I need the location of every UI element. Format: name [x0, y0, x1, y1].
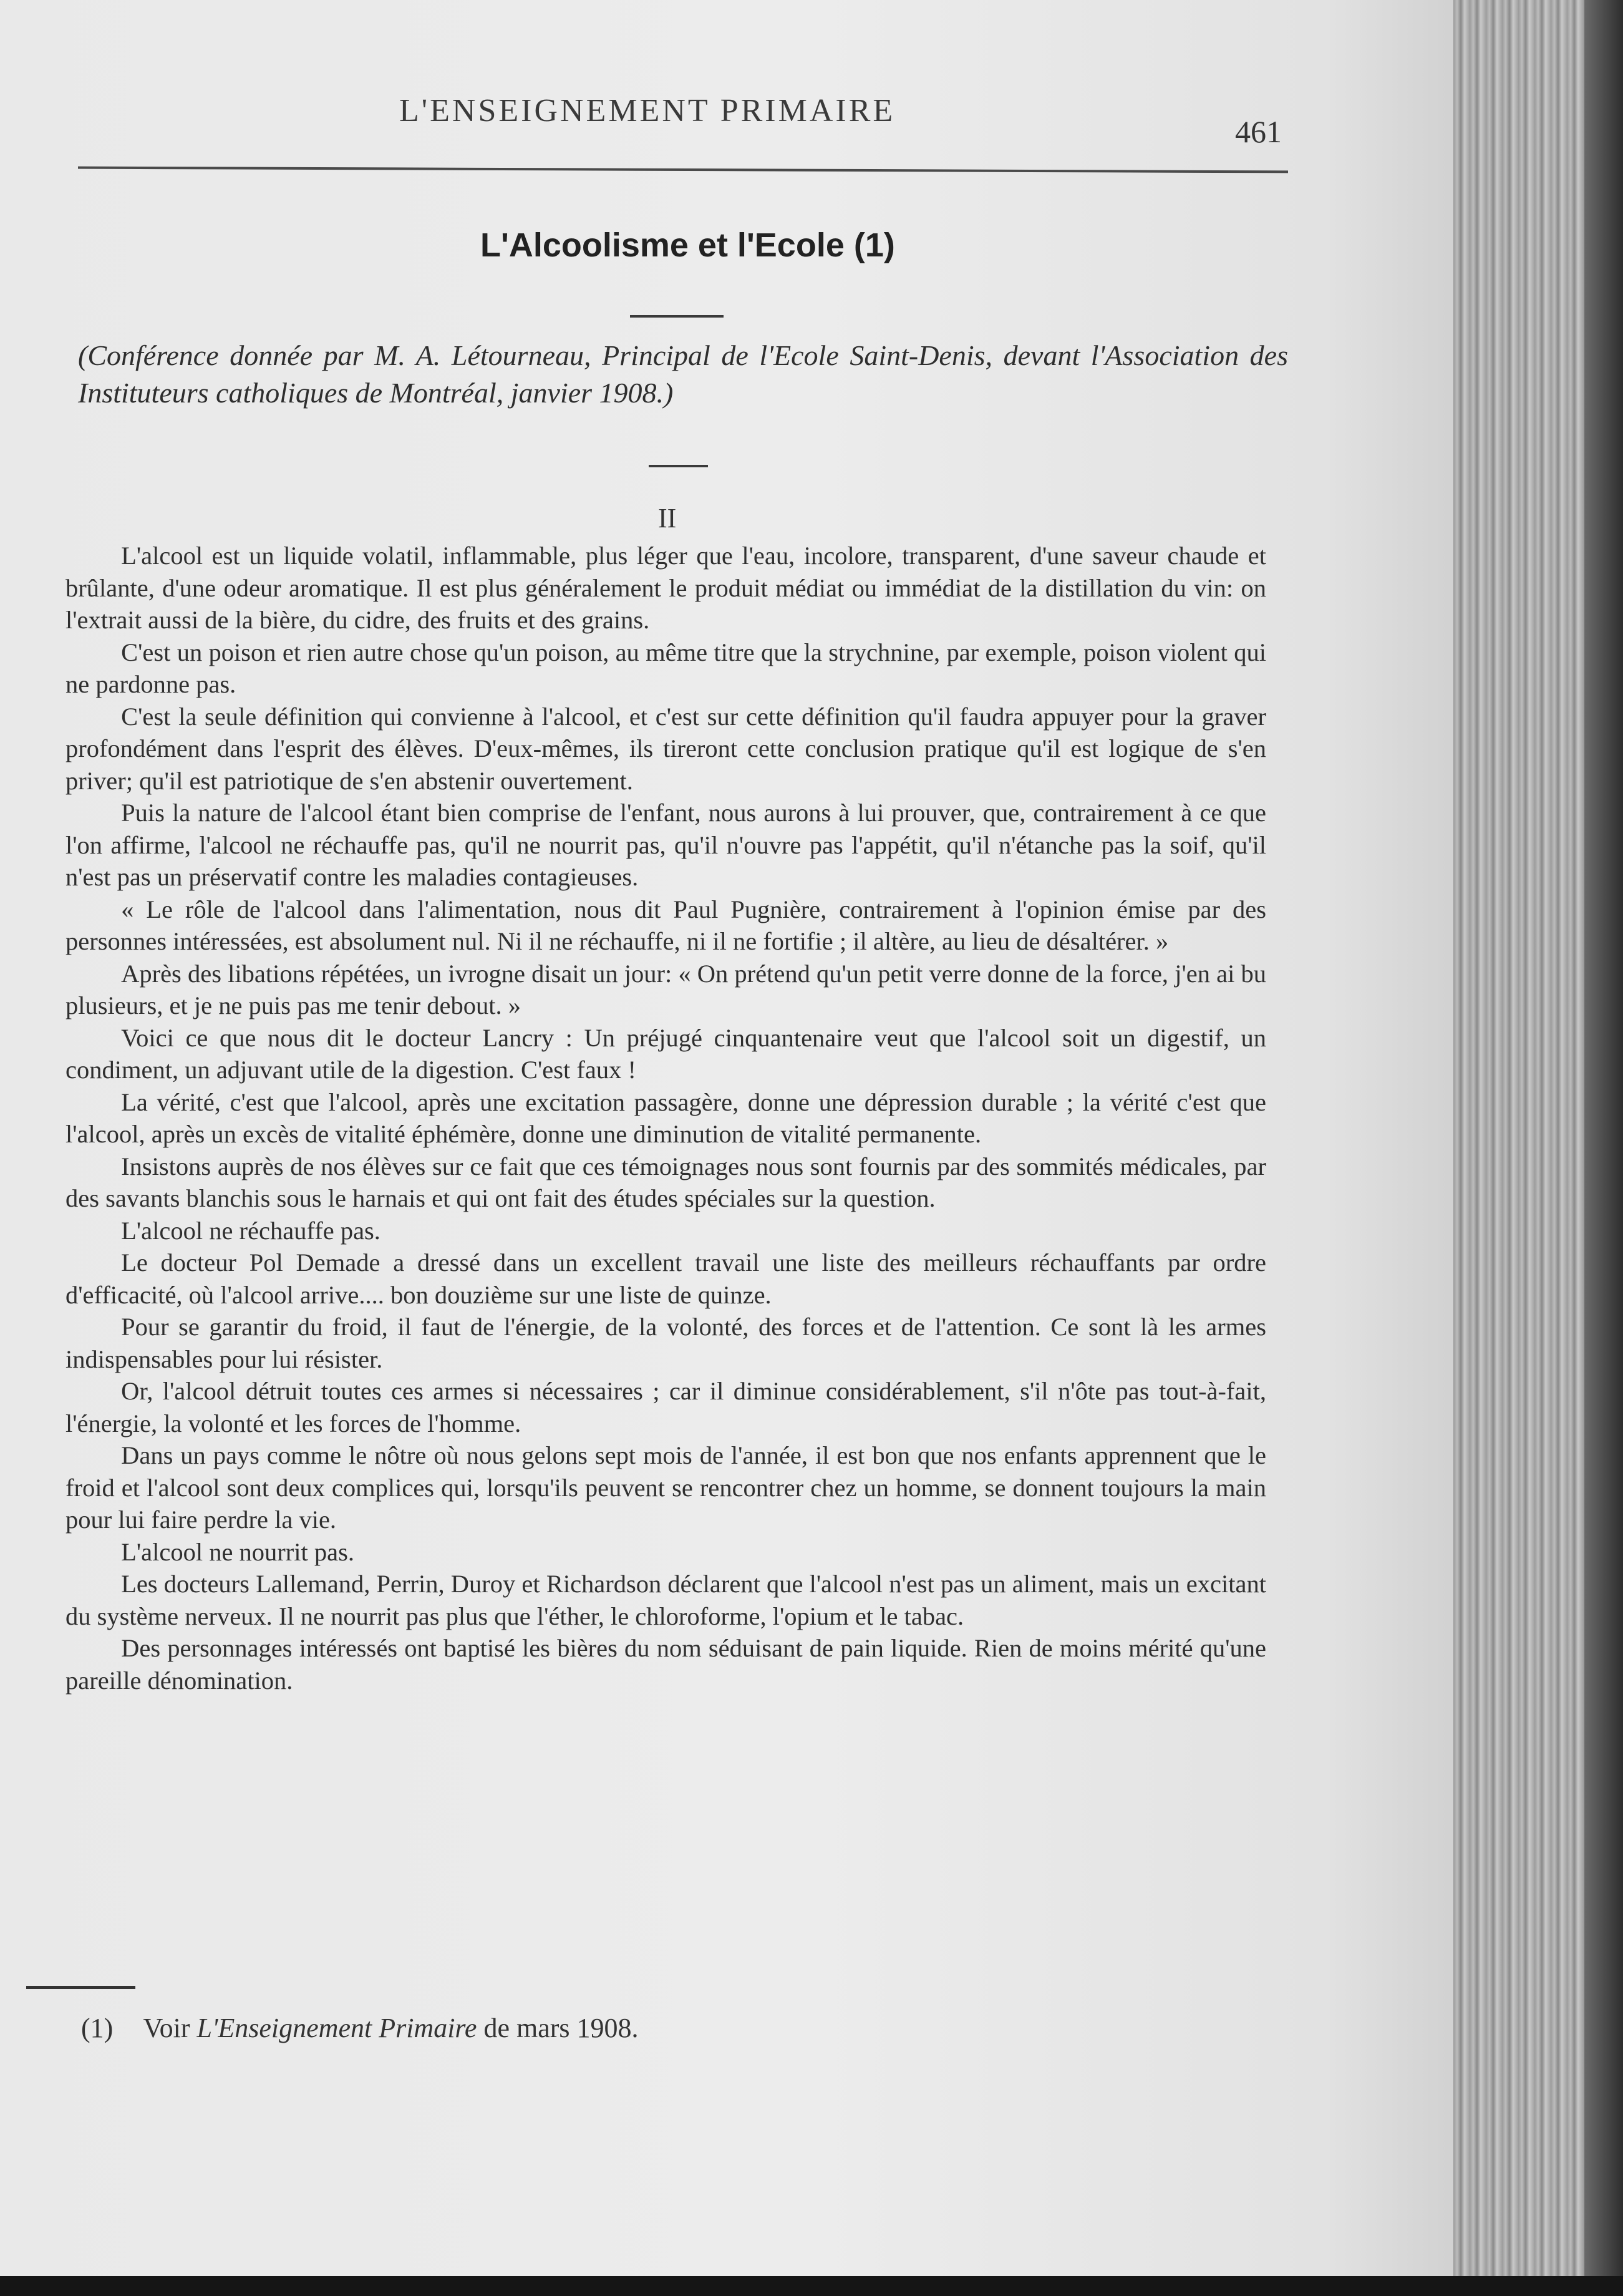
- running-title: L'ENSEIGNEMENT PRIMAIRE: [399, 93, 896, 129]
- book-binding-shadow: [1584, 0, 1623, 2280]
- paragraph: Les docteurs Lallemand, Perrin, Duroy et Richardson déclarent que l'alcool n'est pas un aliment, mais un excitant du système nerveux. Il ne nourrit pas plus que l'éther, le chloroforme, l'opium et le tabac.: [65, 1570, 1266, 1630]
- footnote: [81, 2012, 639, 2044]
- footnote-italic-title: L'Enseignement Primaire: [196, 2013, 477, 2043]
- footnote-rule: [26, 1986, 135, 1989]
- bottom-edge: [0, 2276, 1623, 2296]
- section-number: II: [658, 503, 677, 533]
- footnote-text-after: de mars 1908.: [483, 2013, 639, 2043]
- paragraph: L'alcool ne réchauffe pas.: [121, 1216, 380, 1245]
- paragraph: Après des libations répétées, un ivrogne disait un jour: « On prétend qu'un petit verre donne de la force, j'en ai bu plusieurs, et je ne puis pas me tenir debout. »: [65, 959, 1266, 1019]
- article-subtitle: (Conférence donnée par M. A. Létourneau, Principal de l'Ecole Saint-Denis, devant l'Association des Instituteurs catholiques de Montréal, janvier 1908.): [78, 339, 1288, 409]
- article-title: L'Alcoolisme et l'Ecole (1): [480, 226, 895, 264]
- paragraph: Des personnages intéressés ont baptisé les bières du nom séduisant de pain liquide. Rien de moins mérité qu'une pareille dénomination.: [65, 1634, 1266, 1695]
- paragraph: C'est un poison et rien autre chose qu'un poison, au même titre que la strychnine, par exemple, poison violent qui ne pardonne pas.: [65, 638, 1266, 698]
- paragraph: Pour se garantir du froid, il faut de l'énergie, de la volonté, des forces et de l'attention. Ce sont là les armes indispensables pour lui résister.: [65, 1313, 1266, 1373]
- footnote-marker: (1): [81, 2013, 114, 2043]
- subtitle-rule: [649, 465, 708, 467]
- header-rule: [78, 167, 1288, 173]
- paragraph: L'alcool ne nourrit pas.: [121, 1537, 355, 1566]
- paragraph: Le docteur Pol Demade a dressé dans un excellent travail une liste des meilleurs réchauffants par ordre d'efficacité, où l'alcool arrive.... bon douzième sur une liste de quinze.: [65, 1248, 1266, 1309]
- paragraph: La vérité, c'est que l'alcool, après une excitation passagère, donne une dépression durable ; la vérité c'est que l'alcool, après un excès de vitalité éphémère, donne une diminution de vitalité permanente.: [65, 1087, 1266, 1148]
- title-rule: [630, 315, 724, 318]
- paragraph: Or, l'alcool détruit toutes ces armes si nécessaires ; car il diminue considérablement, s'il n'ôte pas tout-à-fait, l'énergie, la volonté et les forces de l'homme.: [65, 1377, 1266, 1437]
- paragraph: Puis la nature de l'alcool étant bien comprise de l'enfant, nous aurons à lui prouver, que, contrairement à ce que l'on affirme, l'alcool ne réchauffe pas, qu'il ne nourrit pas, qu'il n'ouvre pas l'appétit, qu'il n'étanche pas la soif, qu'il n'est pas un préservatif contre les maladies contagieuses.: [65, 799, 1266, 891]
- page-number: 461: [1235, 114, 1282, 149]
- paragraph: C'est la seule définition qui convienne à l'alcool, et c'est sur cette définition qu'il faudra appuyer pour la graver profondément dans l'esprit des élèves. D'eux-mêmes, ils tireront cette conclusion pratique qu'il est logique de s'en priver; qu'il est patriotique de s'en abstenir ouvertement.: [65, 702, 1266, 795]
- footnote-text-before: Voir: [143, 2013, 190, 2043]
- paragraph: Insistons auprès de nos élèves sur ce fait que ces témoignages nous sont fournis par des sommités médicales, par des savants blanchis sous le harnais et qui ont fait des études spéciales sur la question.: [65, 1152, 1266, 1212]
- paragraph: Dans un pays comme le nôtre où nous gelons sept mois de l'année, il est bon que nos enfants apprennent que le froid et l'alcool sont deux complices qui, lorsqu'ils peuvent se rencontrer chez un homme, se donnent toujours la main pour lui faire perdre la vie.: [65, 1441, 1266, 1534]
- paragraph: L'alcool est un liquide volatil, inflammable, plus léger que l'eau, incolore, transparent, d'une saveur chaude et brûlante, d'une odeur aromatique. Il est plus généralement le produit médiat ou immédiat de la distillation du vin: on l'extrait aussi de la bière, du cidre, des fruits et des grains.: [65, 542, 1266, 634]
- article-body: [65, 540, 1266, 1696]
- paragraph: Voici ce que nous dit le docteur Lancry : Un préjugé cinquantenaire veut que l'alcool soit un digestif, un condiment, un adjuvant utile de la digestion. C'est faux !: [65, 1023, 1266, 1084]
- paragraph: « Le rôle de l'alcool dans l'alimentation, nous dit Paul Pugnière, contrairement à l'opinion émise par des personnes intéressées, est absolument nul. Ni il ne réchauffe, ni il ne fortifie ; il altère, au lieu de désaltérer. »: [65, 895, 1266, 955]
